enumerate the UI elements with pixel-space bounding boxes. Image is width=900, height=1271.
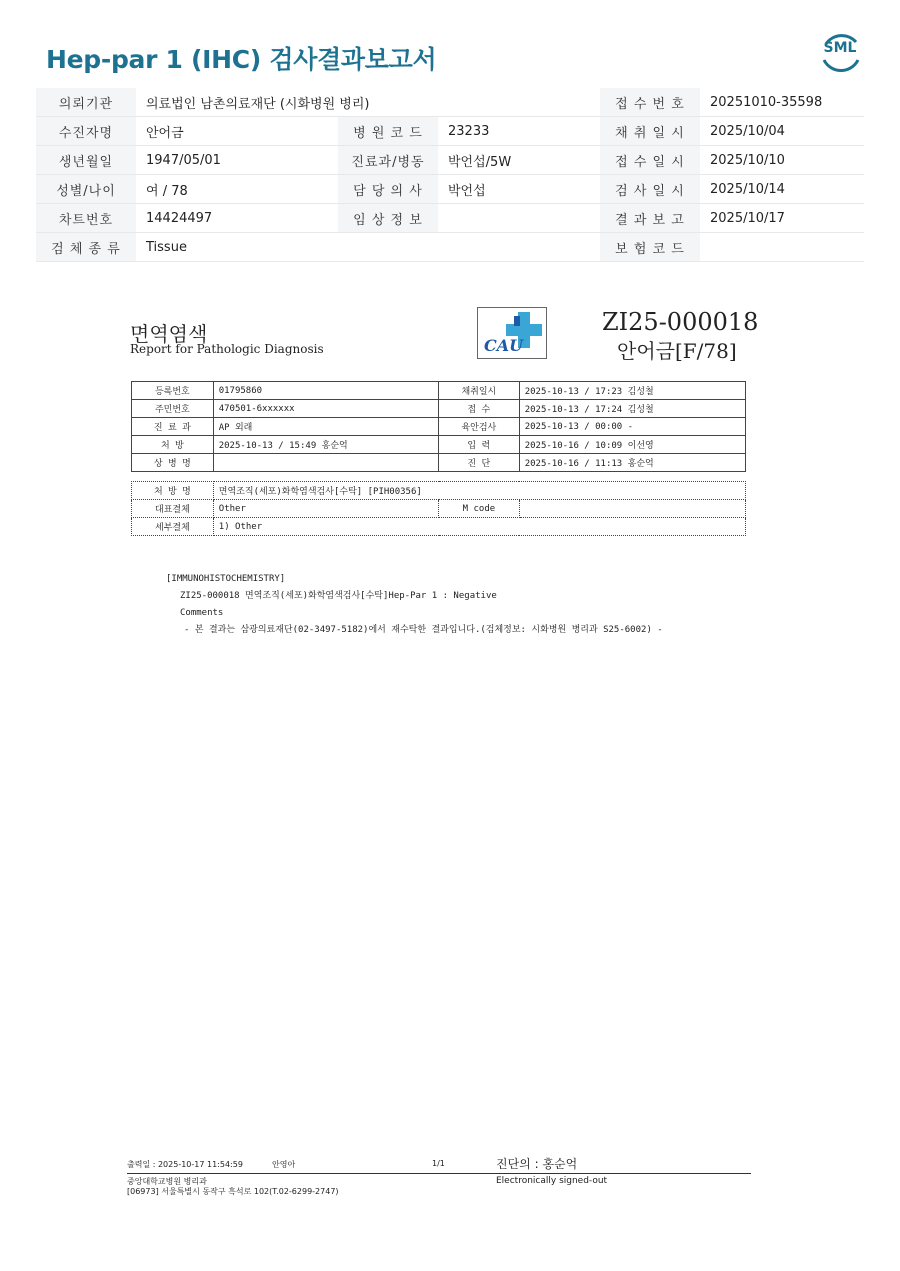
value-hospital-code: 23233 [438,117,600,146]
label-clinical-info: 임 상 정 보 [338,204,438,233]
grid-label: 진 료 과 [132,418,214,436]
ihc-heading: [IMMUNOHISTOCHEMISTRY] [166,574,286,584]
table-row [132,500,746,518]
table-row [132,400,746,418]
grid-label: 주민번호 [132,400,214,418]
grid-label: 접 수 [438,400,519,418]
grid-label: 채취일시 [438,382,519,400]
printer-name: 안영아 [272,1160,296,1169]
value-result-report: 2025/10/17 [700,204,864,233]
label-attending-doctor: 담 당 의 사 [338,175,438,204]
table-row [132,382,746,400]
print-timestamp: 출력일 : 2025-10-17 11:54:59 [127,1160,243,1169]
grid-value: 2025-10-13 / 00:00 - [519,418,745,436]
page-title: Hep-par 1 (IHC) 검사결과보고서 [46,45,437,74]
prescription-value: 면역조직(세포)화학염색검사[수탁] [PIH00356] [213,482,745,500]
report-korean-title: 면역염색 [130,322,208,346]
grid-value: AP 외래 [213,418,438,436]
label-specimen-type: 검 체 종 류 [36,233,136,262]
label-chart-number: 차트번호 [36,204,136,233]
label-result-report: 결 과 보 고 [600,204,700,233]
grid-label: 입 력 [438,436,519,454]
label-receipt-number: 접 수 번 호 [600,88,700,117]
mcode-value [519,500,745,518]
grid-value: 2025-10-13 / 17:24 김성철 [519,400,745,418]
label-patient-name: 수진자명 [36,117,136,146]
patient-line: 안어금[F/78] [617,339,737,363]
value-receipt-date: 2025/10/10 [700,146,864,175]
logo-text: SML [823,40,857,56]
signed-out-note: Electronically signed-out [496,1176,608,1186]
page-number: 1/1 [432,1159,445,1168]
label-requesting-institution: 의뢰기관 [36,88,136,117]
grid-label: 상 병 명 [132,454,214,472]
grid-value: 2025-10-13 / 15:49 홍순억 [213,436,438,454]
cau-logo-text: CAU [484,336,524,355]
value-requesting-institution: 의료법인 남촌의료재단 (시화병원 병리) [136,88,600,117]
grid-label: 등록번호 [132,382,214,400]
value-collection-date: 2025/10/04 [700,117,864,146]
grid-label: 육안검사 [438,418,519,436]
value-specimen-type: Tissue [136,233,600,262]
grid-value: 2025-10-16 / 10:09 이선영 [519,436,745,454]
grid-label: 진 단 [438,454,519,472]
mcode-label: M code [439,500,520,518]
value-department-ward: 박언섭/5W [438,146,600,175]
detail-result-label: 세부결체 [132,518,214,536]
detail-result-value: 1) Other [213,518,745,536]
registration-grid [131,381,746,472]
prescription-grid [131,481,746,536]
table-row [132,436,746,454]
value-chart-number: 14424497 [136,204,338,233]
table-row [132,454,746,472]
grid-value: 470501-6xxxxxx [213,400,438,418]
hospital-address: [06973] 서울특별시 동작구 흑석로 102(T.02-6299-2747) [127,1187,339,1196]
hospital-name: 중앙대학교병원 병리과 [127,1177,207,1186]
ihc-result-line: ZI25-000018 면역조직(세포)화학염색검사[수탁]Hep-Par 1 : Negative [180,591,497,601]
value-test-date: 2025/10/14 [700,175,864,204]
representative-result-value: Other [213,500,438,518]
value-attending-doctor: 박언섭 [438,175,600,204]
label-test-date: 검 사 일 시 [600,175,700,204]
value-patient-name: 안어금 [136,117,338,146]
label-sex-age: 성별/나이 [36,175,136,204]
label-department-ward: 진료과/병동 [338,146,438,175]
report-subtitle: Report for Pathologic Diagnosis [130,342,324,356]
grid-value [213,454,438,472]
comments-label: Comments [180,608,224,618]
grid-value: 01795860 [213,382,438,400]
grid-value: 2025-10-13 / 17:23 김성철 [519,382,745,400]
comment-text: - 본 결과는 삼광의료재단(02-3497-5182)에서 재수탁한 결과입니다.(검체정보: 시화병원 병리과 S25-6002) - [184,625,663,635]
label-collection-date: 채 취 일 시 [600,117,700,146]
table-row [132,518,746,536]
table-row [132,482,746,500]
label-hospital-code: 병 원 코 드 [338,117,438,146]
footer-divider [127,1173,751,1174]
representative-result-label: 대표결체 [132,500,214,518]
prescription-label: 처 방 명 [132,482,214,500]
value-receipt-number: 20251010-35598 [700,88,864,117]
grid-label: 처 방 [132,436,214,454]
specimen-id: ZI25-000018 [602,308,759,336]
label-receipt-date: 접 수 일 시 [600,146,700,175]
label-birth-date: 생년월일 [36,146,136,175]
table-row [132,418,746,436]
value-birth-date: 1947/05/01 [136,146,338,175]
pathologist: 진단의 : 홍순억 [496,1157,578,1171]
label-insurance-code: 보 험 코 드 [600,233,700,262]
value-sex-age: 여 / 78 [136,175,338,204]
grid-value: 2025-10-16 / 11:13 홍순억 [519,454,745,472]
ihc-section [166,571,663,639]
cau-logo [477,307,547,359]
